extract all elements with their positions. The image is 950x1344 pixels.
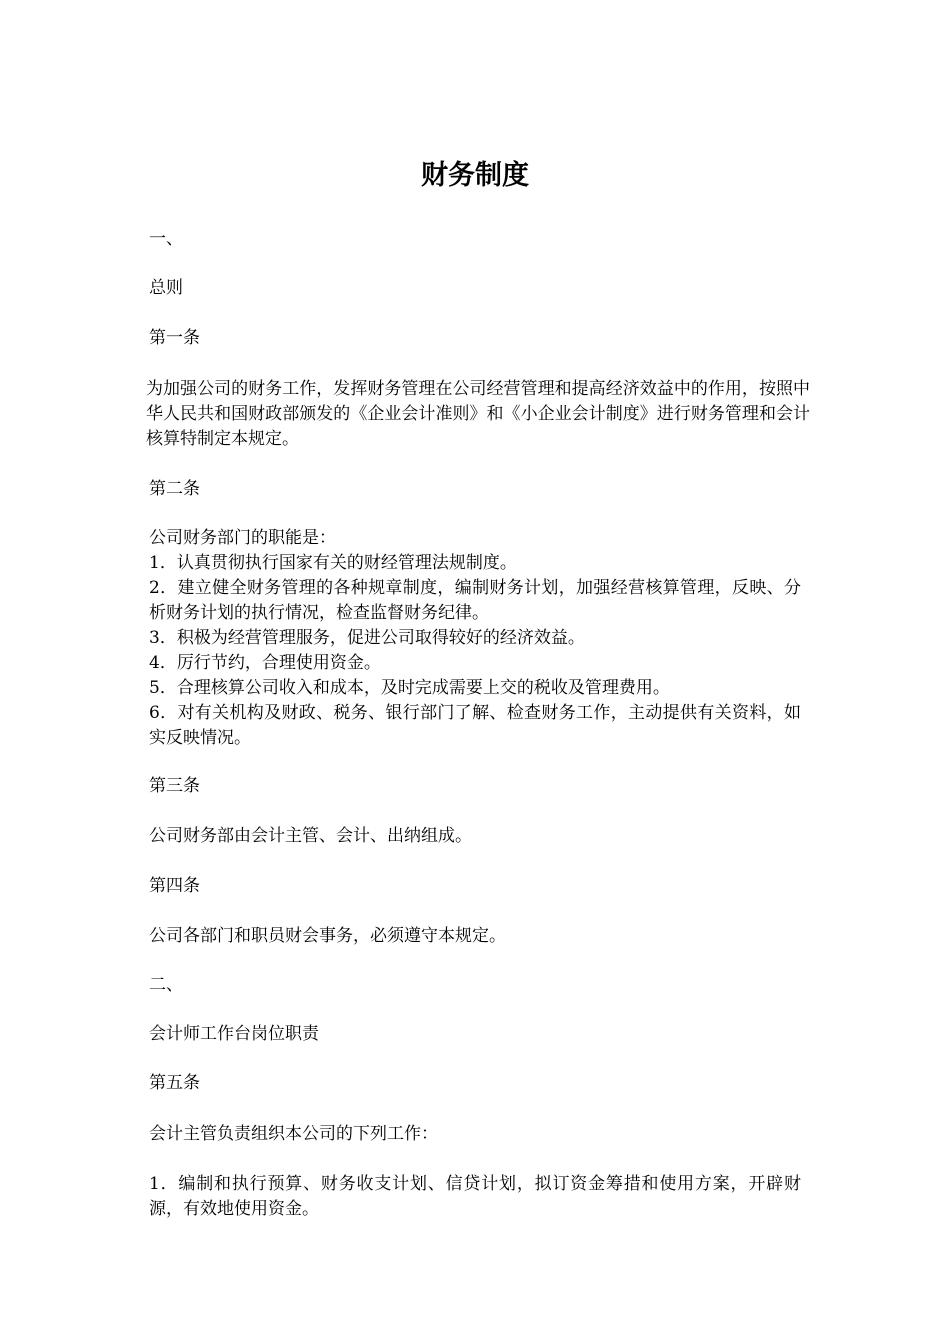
- list-item: 6．对有关机构及财政、税务、银行部门了解、检查财务工作，主动提供有关资料，如实反映情况。: [149, 703, 801, 748]
- section-heading: 总则: [149, 278, 183, 298]
- list-item: 4．厉行节约，合理使用资金。: [149, 653, 381, 673]
- article-text: 公司财务部由会计主管、会计、出纳组成。: [149, 826, 472, 846]
- list-item: 2．建立健全财务管理的各种规章制度，编制财务计划，加强经营核算管理，反映、分析财务计划的执行情况，检查监督财务纪律。: [149, 578, 801, 623]
- list-item: 1．编制和执行预算、财务收支计划、信贷计划，拟订资金筹措和使用方案，开辟财源，有效地使用资金。: [149, 1174, 801, 1219]
- list-item: 1．认真贯彻执行国家有关的财经管理法规制度。: [149, 553, 517, 573]
- list-item: 5．合理核算公司收入和成本，及时完成需要上交的税收及管理费用。: [149, 678, 670, 698]
- article-text: 公司各部门和职员财会事务，必须遵守本规定。: [149, 926, 506, 946]
- article-label: 第五条: [149, 1073, 200, 1093]
- article-intro: 会计主管负责组织本公司的下列工作：: [149, 1124, 438, 1144]
- article-label: 第二条: [149, 479, 200, 499]
- article-label: 第一条: [149, 328, 200, 348]
- article-label: 第三条: [149, 776, 200, 796]
- article-label: 第四条: [149, 876, 200, 896]
- list-item: 3．积极为经营管理服务，促进公司取得较好的经济效益。: [149, 628, 585, 648]
- section-number: 二、: [149, 975, 183, 995]
- article-text: 为加强公司的财务工作，发挥财务管理在公司经营管理和提高经济效益中的作用，按照中华人民共和国财政部颁发的《企业会计准则》和《小企业会计制度》进行财务管理和会计核算特制定本规定。: [146, 379, 810, 449]
- article-intro: 公司财务部门的职能是：: [149, 528, 336, 548]
- section-number: 一、: [149, 229, 183, 249]
- section-heading: 会计师工作台岗位职责: [149, 1024, 319, 1044]
- document-title: 财务制度: [421, 160, 529, 191]
